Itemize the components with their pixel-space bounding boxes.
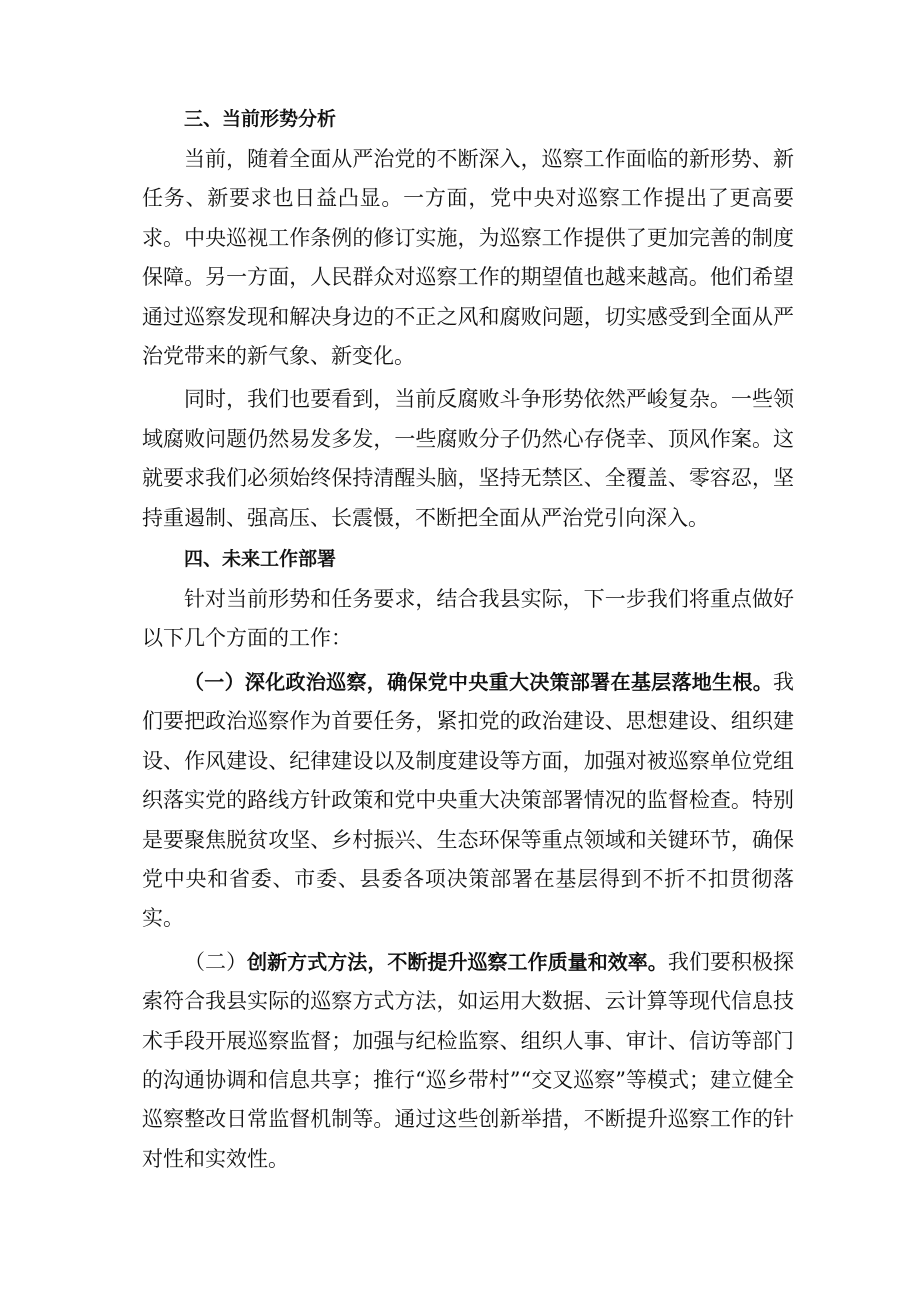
item-1-body: 我们要把政治巡察作为首要任务，紧扣党的政治建设、思想建设、组织建设、作风建设、纪律建设以及制度建设等方面，加强对被巡察单位党组织落实党的路线方针政策和党中央重大决策部署情况的监督检查。特别是要聚焦脱贫攻坚、乡村振兴、生态环保等重点领域和关键环节，确保党中央和省委、市委、县委各项决策部署在基层得到不折不扣贯彻落实。 — [142, 669, 794, 931]
paragraph-deployment-intro: 针对当前形势和任务要求，结合我县实际，下一步我们将重点做好以下几个方面的工作： — [142, 587, 794, 651]
paragraph-situation-2: 同时，我们也要看到，当前反腐败斗争形势依然严峻复杂。一些领域腐败问题仍然易发多发，一些腐败分子仍然心存侥幸、顶风作案。这就要求我们必须始终保持清醒头脑，坚持无禁区、全覆盖、零容忍，坚持重遏制、强高压、长震慑，不断把全面从严治党引向深入。 — [142, 387, 794, 530]
paragraph-item-2 — [142, 943, 794, 1179]
paragraph-situation-1: 当前，随着全面从严治党的不断深入，巡察工作面临的新形势、新任务、新要求也日益凸显。一方面，党中央对巡察工作提出了更高要求。中央巡视工作条例的修订实施，为巡察工作提供了更加完善的制度保障。另一方面，人民群众对巡察工作的期望值也越来越高。他们希望通过巡察发现和解决身边的不正之风和腐败问题，切实感受到全面从严治党带来的新气象、新变化。 — [142, 147, 794, 369]
paragraph-item-1 — [142, 663, 794, 939]
section-heading-situation: 三、当前形势分析 — [184, 108, 337, 130]
item-2-lead: 创新方式方法，不断提升巡察工作质量和效率。 — [247, 949, 668, 974]
document-page — [142, 98, 794, 1179]
item-2-body: 我们要积极探索符合我县实际的巡察方式方法，如运用大数据、云计算等现代信息技术手段开展巡察监督；加强与纪检监察、组织人事、审计、信访等部门的沟通协调和信息共享；推行“巡乡带村”“交叉巡察”等模式；建立健全巡察整改日常监督机制等。通过这些创新举措，不断提升巡察工作的针对性和实效性。 — [142, 949, 795, 1171]
item-2-number: （二） — [184, 949, 248, 974]
section-heading-deployment: 四、未来工作部署 — [184, 548, 337, 571]
item-1-lead: （一）深化政治巡察，确保党中央重大决策部署在基层落地生根。 — [184, 669, 773, 694]
